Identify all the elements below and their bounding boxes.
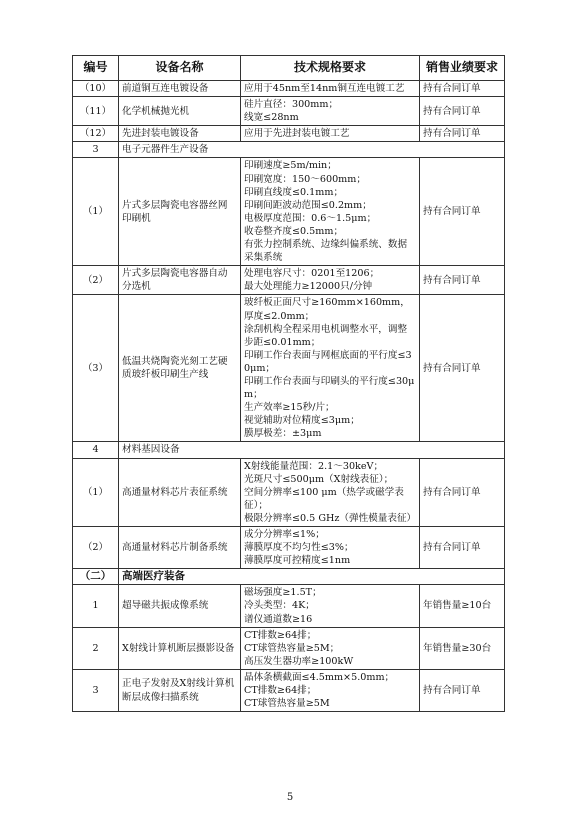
row-number: 1 — [73, 585, 119, 627]
section-number: （二） — [73, 569, 119, 585]
device-name: 先进封装电镀设备 — [119, 126, 241, 142]
sales-requirement: 年销售量≥10台 — [420, 585, 505, 627]
table-row — [73, 81, 505, 97]
device-name: 前道铜互连电镀设备 — [119, 81, 241, 97]
tech-spec: 玻纤板正面尺寸≥160mm×160mm，厚度≤2.0mm； 涂刮机构全程采用电机调整水平，调整步距≤0.01mm； 印刷工作台表面与网框底面的平行度≤30μm； 印刷工作台表面与印刷头的平行度≤30μm； 生产效率≥15秒/片； 视觉辅助对位精度≤3μm； 膜厚极差：±3μm — [241, 295, 420, 442]
device-name: X射线计算机断层摄影设备 — [119, 627, 241, 669]
tech-spec: CT排数≥64排； CT球管热容量≥5M； 高压发生器功率≥100kW — [241, 627, 420, 669]
device-name: 超导磁共振成像系统 — [119, 585, 241, 627]
tech-spec: 应用于45nm至14nm铜互连电镀工艺 — [241, 81, 420, 97]
header-tech-spec: 技术规格要求 — [241, 56, 420, 81]
device-name: 正电子发射及X射线计算机断层成像扫描系统 — [119, 669, 241, 711]
table-row — [73, 295, 505, 442]
device-name: 化学机械抛光机 — [119, 97, 241, 126]
device-name: 高通量材料芯片表征系统 — [119, 458, 241, 526]
row-number: （11） — [73, 97, 119, 126]
row-number: （2） — [73, 266, 119, 295]
section-number: 4 — [73, 442, 119, 458]
tech-spec: 处理电容尺寸：0201至1206； 最大处理能力≥12000只/分钟 — [241, 266, 420, 295]
row-number: （3） — [73, 295, 119, 442]
row-number: （2） — [73, 527, 119, 569]
table-row — [73, 126, 505, 142]
sales-requirement: 持有合同订单 — [420, 458, 505, 526]
row-number: （10） — [73, 81, 119, 97]
table-row — [73, 458, 505, 526]
table-row — [73, 585, 505, 627]
row-number: （1） — [73, 158, 119, 266]
sales-requirement: 持有合同订单 — [420, 81, 505, 97]
tech-spec: 磁场强度≥1.5T； 冷头类型：4K； 谱仪通道数≥16 — [241, 585, 420, 627]
sales-requirement: 年销售量≥30台 — [420, 627, 505, 669]
section-row — [73, 442, 505, 458]
table-row — [73, 527, 505, 569]
header-sales: 销售业绩要求 — [420, 56, 505, 81]
table-row — [73, 669, 505, 711]
section-row — [73, 142, 505, 158]
device-name: 高通量材料芯片制备系统 — [119, 527, 241, 569]
sales-requirement: 持有合同订单 — [420, 527, 505, 569]
sales-requirement: 持有合同订单 — [420, 266, 505, 295]
tech-spec: X射线能量范围：2.1～30keV； 光斑尺寸≤500μm（X射线表征）； 空间分辨率≤100 μm（热学或磁学表征）； 极限分辨率≤0.5 GHz（弹性模量表征） — [241, 458, 420, 526]
tech-spec: 成分分辨率≤1%； 薄膜厚度不均匀性≤3%； 薄膜厚度可控精度≤1nm — [241, 527, 420, 569]
row-number: （12） — [73, 126, 119, 142]
device-name: 片式多层陶瓷电容器自动分选机 — [119, 266, 241, 295]
equipment-table — [72, 55, 505, 712]
device-name: 片式多层陶瓷电容器丝网印刷机 — [119, 158, 241, 266]
tech-spec: 应用于先进封装电镀工艺 — [241, 126, 420, 142]
table-row — [73, 627, 505, 669]
table-row — [73, 266, 505, 295]
section-title: 高端医疗装备 — [119, 569, 505, 585]
tech-spec: 印刷速度≥5m/min； 印刷宽度：150～600mm； 印刷直线度≤0.1mm； 印刷间距波动范围≤0.2mm； 电极厚度范围：0.6～1.5μm； 收卷整齐度≤0.5mm； 有张力控制系统、边缘纠偏系统、数据采集系统 — [241, 158, 420, 266]
device-name: 低温共烧陶瓷光刻工艺硬质玻纤板印刷生产线 — [119, 295, 241, 442]
row-number: 3 — [73, 669, 119, 711]
row-number: 2 — [73, 627, 119, 669]
section-number: 3 — [73, 142, 119, 158]
sales-requirement: 持有合同订单 — [420, 97, 505, 126]
header-device-name: 设备名称 — [119, 56, 241, 81]
table-header-row — [73, 56, 505, 81]
sales-requirement: 持有合同订单 — [420, 669, 505, 711]
major-section-row — [73, 569, 505, 585]
sales-requirement: 持有合同订单 — [420, 126, 505, 142]
sales-requirement: 持有合同订单 — [420, 295, 505, 442]
tech-spec: 晶体条横截面≤4.5mm×5.0mm； CT排数≥64排； CT球管热容量≥5M — [241, 669, 420, 711]
table-row — [73, 97, 505, 126]
page-number: 5 — [286, 792, 294, 803]
section-title: 材料基因设备 — [119, 442, 505, 458]
table-row — [73, 158, 505, 266]
sales-requirement: 持有合同订单 — [420, 158, 505, 266]
section-title: 电子元器件生产设备 — [119, 142, 505, 158]
tech-spec: 硅片直径：300mm； 线宽≤28nm — [241, 97, 420, 126]
header-number: 编号 — [73, 56, 119, 81]
row-number: （1） — [73, 458, 119, 526]
